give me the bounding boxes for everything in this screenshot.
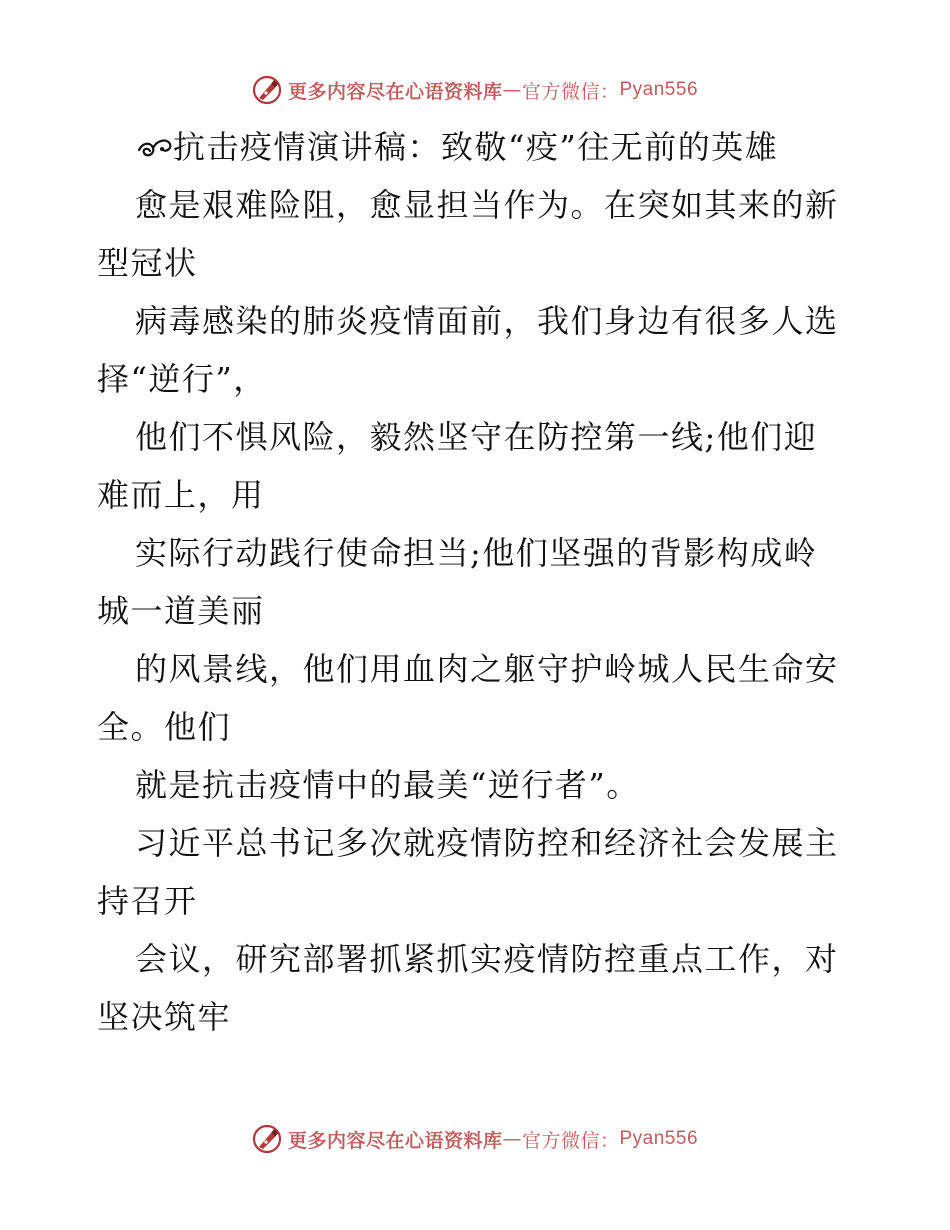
body-text-line: 就是抗击疫情中的最美“逆行者”。	[135, 766, 640, 804]
body-text-line: 城一道美丽	[97, 592, 265, 630]
body-text-line: 习近平总书记多次就疫情防控和经济社会发展主	[135, 824, 839, 862]
document-lines	[97, 176, 857, 1046]
body-text-line: 持召开	[97, 882, 198, 920]
header-brand-text: 更多内容尽在心语资料库	[287, 80, 503, 103]
footer-dash: —	[502, 1128, 522, 1150]
body-text-line: 愈是艰难险阻，愈显担当作为。在突如其来的新	[135, 186, 839, 224]
body-text-line: 型冠状	[97, 244, 198, 282]
body-text-line: 全。他们	[97, 708, 232, 746]
header-wechat-id: Pyan556	[619, 79, 699, 100]
document-body	[97, 118, 857, 1046]
footer-banner	[0, 1119, 950, 1159]
footer-wechat-id: Pyan556	[619, 1128, 699, 1149]
pen-nib-logo-icon	[252, 75, 282, 105]
body-text-line: 实际行动践行使命担当;他们坚强的背影构成岭	[135, 534, 818, 572]
footer-wechat-label: 官方微信：	[521, 1129, 620, 1152]
body-text-line: 会议，研究部署抓紧抓实疫情防控重点工作，对	[135, 940, 839, 978]
body-text-line: 他们不惧风险，毅然坚守在防控第一线;他们迎	[135, 418, 818, 456]
header-wechat-label: 官方微信：	[521, 80, 620, 103]
body-text-line: 病毒感染的肺炎疫情面前，我们身边有很多人选	[135, 302, 839, 340]
header-dash: —	[502, 79, 522, 101]
header-banner	[0, 70, 950, 110]
body-text-line: 择“逆行”，	[97, 360, 267, 398]
pen-nib-logo-icon	[252, 1124, 282, 1154]
footer-brand-text: 更多内容尽在心语资料库	[287, 1129, 503, 1152]
body-text-line: 的风景线，他们用血肉之躯守护岭城人民生命安	[135, 650, 839, 688]
document-title-text: 抗击疫情演讲稿：致敬“疫”往无前的英雄	[173, 128, 779, 166]
body-text-line: 坚决筑牢	[97, 998, 232, 1036]
body-text-line: 难而上，用	[97, 476, 265, 514]
decorative-flourish-icon	[135, 132, 173, 162]
document-title	[97, 118, 857, 176]
